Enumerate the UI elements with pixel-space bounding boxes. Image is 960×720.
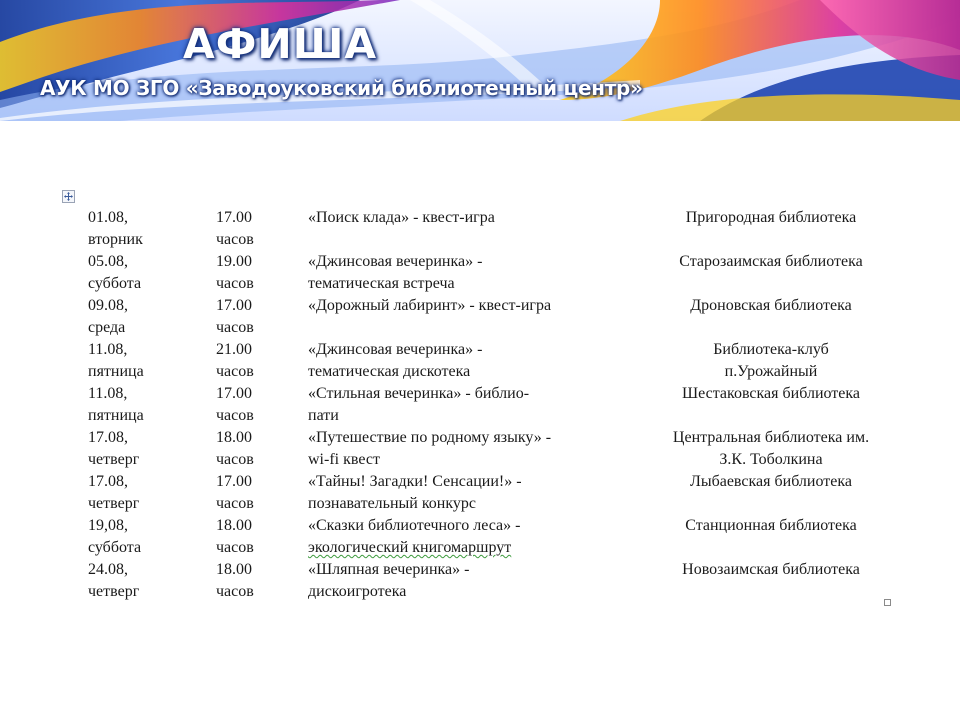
date-text: 17.08, [88,473,128,490]
events-table [82,207,904,603]
date-text: 05.08, [88,253,128,270]
venue-text-continued [638,273,904,295]
organization-name: АУК МО ЗГО «Заводоуковский библиотечный центр» [40,76,643,100]
event-cell [306,295,638,339]
venue-text: Станционная библиотека [685,517,857,534]
event-text: «Сказки библиотечного леса» - [308,517,521,534]
event-text-continued: тематическая встреча [308,275,455,292]
time-unit-text: часов [216,495,254,512]
event-text-continued [308,317,638,339]
event-text: «Тайны! Загадки! Сенсации!» - [308,473,522,490]
time-cell [216,515,306,559]
venue-cell [638,207,904,251]
date-text: 24.08, [88,561,128,578]
event-text-continued: экологический книгомаршрут [308,539,512,556]
venue-text: Дроновская библиотека [690,297,852,314]
date-text: 01.08, [88,209,128,226]
time-cell [216,207,306,251]
table-row [82,251,904,295]
weekday-text: четверг [88,583,140,600]
date-cell [82,339,216,383]
event-text: «Дорожный лабиринт» - квест-игра [308,297,552,314]
time-text: 17.00 [216,297,252,314]
time-unit-text: часов [216,275,254,292]
venue-text-continued: п.Урожайный [724,363,818,380]
date-cell [82,295,216,339]
event-cell [306,339,638,383]
event-cell [306,383,638,427]
venue-cell [638,339,904,383]
event-cell [306,427,638,471]
event-cell [306,515,638,559]
event-text-continued: пати [308,407,339,424]
table-row [82,471,904,515]
move-arrows-icon [64,192,73,201]
weekday-text: суббота [88,275,142,292]
venue-text: Центральная библиотека им. [672,429,870,446]
date-text: 09.08, [88,297,128,314]
banner-decoration [0,0,960,121]
time-unit-text: часов [216,363,254,380]
event-text-continued: тематическая дискотека [308,363,471,380]
venue-text-continued [638,581,904,603]
venue-text: Новозаимская библиотека [682,561,860,578]
event-text-continued: познавательный конкурс [308,495,476,512]
venue-cell [638,471,904,515]
event-text: «Поиск клада» - квест-игра [308,209,495,226]
time-cell [216,427,306,471]
header-banner [0,0,960,121]
table-move-handle[interactable] [62,190,75,203]
weekday-text: пятница [88,363,144,380]
event-text: «Стильная вечеринка» - библио- [308,385,530,402]
time-unit-text: часов [216,231,254,248]
venue-text: Шестаковская библиотека [681,385,861,402]
date-cell [82,559,216,603]
venue-text-continued [638,229,904,251]
date-cell [82,427,216,471]
table-row [82,207,904,251]
table-row [82,383,904,427]
event-cell [306,251,638,295]
weekday-text: среда [88,319,126,336]
venue-text: Лыбаевская библиотека [689,473,852,490]
time-unit-text: часов [216,583,254,600]
event-text: «Шляпная вечеринка» - [308,561,470,578]
date-cell [82,383,216,427]
date-text: 17.08, [88,429,128,446]
time-text: 17.00 [216,209,252,226]
table-row [82,515,904,559]
event-text-continued: wi-fi квест [308,451,380,468]
time-cell [216,251,306,295]
event-text: «Путешествие по родному языку» - [308,429,552,446]
table-row [82,339,904,383]
time-text: 18.00 [216,429,252,446]
event-cell [306,207,638,251]
date-text: 11.08, [88,341,128,358]
time-text: 17.00 [216,473,252,490]
venue-cell [638,295,904,339]
time-unit-text: часов [216,539,254,556]
event-text-continued: дискоигротека [308,583,407,600]
time-unit-text: часов [216,319,254,336]
event-text-continued [308,229,638,251]
venue-text-continued [638,405,904,427]
table-resize-handle[interactable] [884,599,891,606]
time-cell [216,471,306,515]
time-cell [216,559,306,603]
venue-cell [638,515,904,559]
date-cell [82,515,216,559]
time-text: 19.00 [216,253,252,270]
table-row [82,295,904,339]
venue-text-continued [638,537,904,559]
weekday-text: пятница [88,407,144,424]
weekday-text: вторник [88,231,143,248]
venue-cell [638,251,904,295]
venue-cell [638,559,904,603]
weekday-text: суббота [88,539,142,556]
page-title: АФИША [183,20,378,68]
time-text: 18.00 [216,561,252,578]
time-cell [216,383,306,427]
date-cell [82,207,216,251]
time-text: 18.00 [216,517,252,534]
time-unit-text: часов [216,407,254,424]
time-text: 17.00 [216,385,252,402]
weekday-text: четверг [88,451,140,468]
weekday-text: четверг [88,495,140,512]
date-cell [82,471,216,515]
event-cell [306,559,638,603]
venue-text: Пригородная библиотека [685,209,857,226]
venue-text: Старозаимская библиотека [679,253,863,270]
time-cell [216,339,306,383]
date-cell [82,251,216,295]
date-text: 11.08, [88,385,128,402]
time-unit-text: часов [216,451,254,468]
venue-cell [638,383,904,427]
table-row [82,427,904,471]
venue-text-continued [638,317,904,339]
venue-text: Библиотека-клуб [713,341,829,358]
event-text: «Джинсовая вечеринка» - [308,253,483,270]
time-cell [216,295,306,339]
table-row [82,559,904,603]
time-text: 21.00 [216,341,252,358]
event-cell [306,471,638,515]
date-text: 19,08, [88,517,128,534]
event-text: «Джинсовая вечеринка» - [308,341,483,358]
venue-text-continued [638,493,904,515]
venue-text-continued: З.К. Тоболкина [719,451,823,468]
venue-cell [638,427,904,471]
